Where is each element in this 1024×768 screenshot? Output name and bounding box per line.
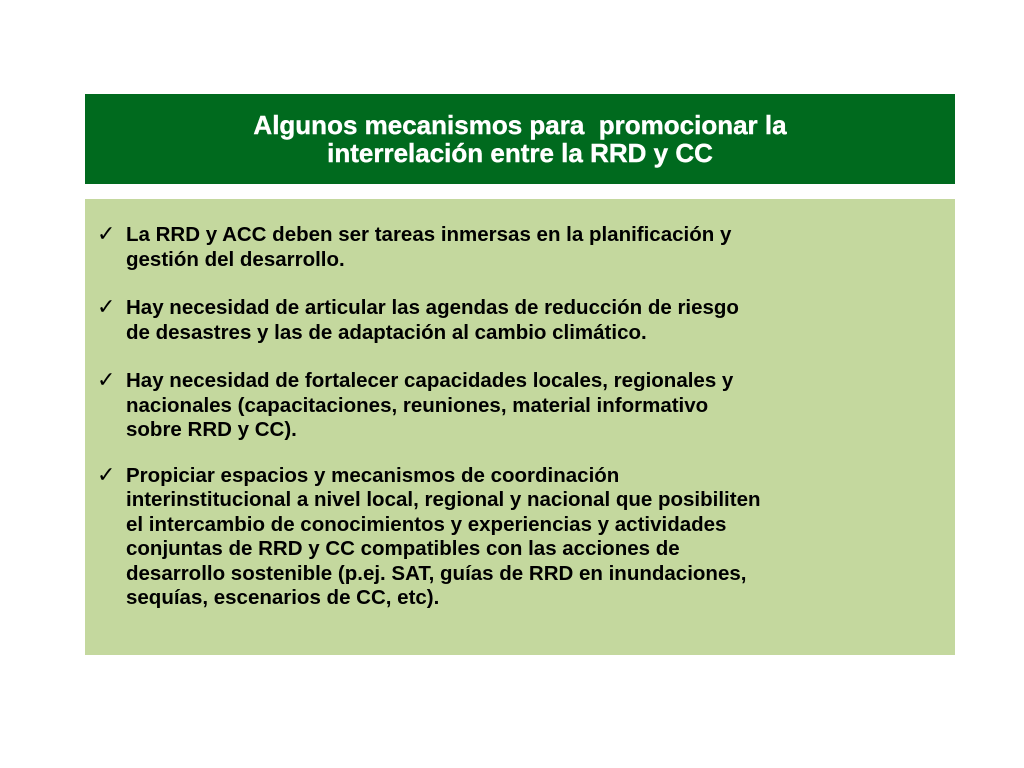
checkmark-icon: ✓ xyxy=(97,295,116,320)
bullet-item xyxy=(97,464,939,611)
bullet-text xyxy=(126,369,939,443)
checkmark-icon: ✓ xyxy=(97,462,116,488)
checkmark-icon: ✓ xyxy=(97,222,116,247)
bullet-line: gestión del desarrollo. xyxy=(126,247,345,271)
bullet-line: Hay necesidad de fortalecer capacidades locales, regionales y xyxy=(126,369,734,392)
checkmark-icon: ✓ xyxy=(97,368,116,393)
bullet-line: Propiciar espacios y mecanismos de coordinación xyxy=(126,463,620,487)
bullet-list xyxy=(85,199,955,655)
bullet-line: el intercambio de conocimientos y experiencias y actividades xyxy=(126,512,727,536)
slide-title-line-2: interrelación entre la RRD y CC xyxy=(327,138,713,168)
bullet-line: interinstitucional a nivel local, regional y nacional que posibiliten xyxy=(126,488,761,511)
bullet-line: sobre RRD y CC). xyxy=(126,418,297,441)
bullet-line: Hay necesidad de articular las agendas de reducción de riesgo xyxy=(126,296,739,319)
bullet-line: de desastres y las de adaptación al cambio climático. xyxy=(126,320,647,344)
bullet-line: desarrollo sostenible (p.ej. SAT, guías de RRD en inundaciones, xyxy=(126,561,747,585)
bullet-item xyxy=(97,223,939,272)
bullet-item xyxy=(97,369,939,443)
bullet-line: La RRD y ACC deben ser tareas inmersas en la planificación y xyxy=(126,223,732,246)
bullet-item xyxy=(97,296,939,345)
bullet-text xyxy=(126,296,939,345)
bullet-line: nacionales (capacitaciones, reuniones, material informativo xyxy=(126,393,709,417)
bullet-line: sequías, escenarios de CC, etc). xyxy=(126,586,440,609)
slide-title-box xyxy=(85,94,955,184)
bullet-text xyxy=(126,223,939,272)
bullet-line: conjuntas de RRD y CC compatibles con las acciones de xyxy=(126,537,680,560)
bullet-text xyxy=(126,464,939,611)
slide-title-line-1: Algunos mecanismos para promocionar la xyxy=(253,110,787,140)
